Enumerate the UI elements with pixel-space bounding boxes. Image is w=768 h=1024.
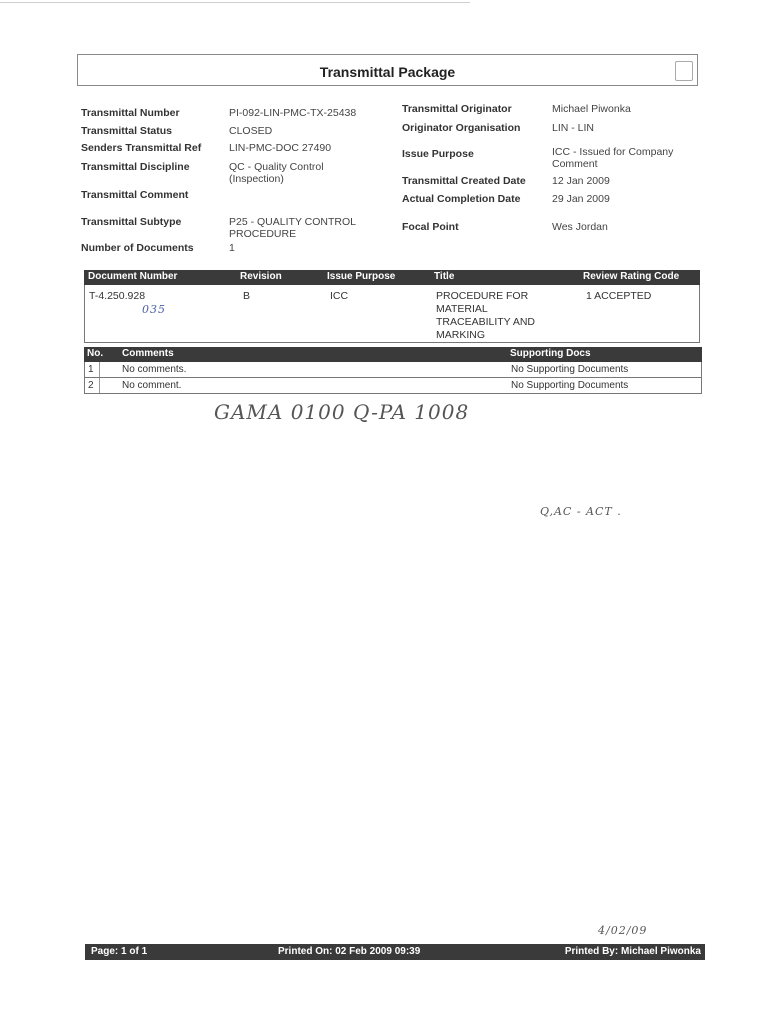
- column-divider: [99, 362, 100, 377]
- field-label: Senders Transmittal Ref: [81, 142, 202, 154]
- table-row: [84, 378, 702, 394]
- handwritten-note: 035: [142, 303, 166, 316]
- footer-bar: [85, 944, 705, 960]
- field-label: Number of Documents: [81, 242, 194, 254]
- documents-table-header: [84, 270, 700, 285]
- title-box: [77, 54, 698, 86]
- field-value: LIN-PMC-DOC 27490: [229, 142, 332, 154]
- cell-comment: No comments.: [122, 364, 187, 375]
- field-label: Transmittal Number: [81, 107, 180, 119]
- col-supporting-docs: Supporting Docs: [510, 348, 591, 359]
- handwritten-date-note: 4/02/09: [598, 924, 648, 937]
- cell-supporting-docs: No Supporting Documents: [511, 380, 629, 391]
- field-label: Transmittal Subtype: [81, 216, 182, 228]
- col-issue-purpose: Issue Purpose: [327, 271, 396, 282]
- page-title: Transmittal Package: [319, 64, 456, 80]
- col-title: Title: [434, 271, 455, 282]
- table-row: [84, 285, 700, 343]
- col-comments: Comments: [122, 348, 174, 359]
- cell-review-rating-code: 1 ACCEPTED: [586, 290, 652, 302]
- field-value: 1: [229, 242, 235, 254]
- cell-revision: B: [243, 290, 251, 302]
- col-no: No.: [87, 348, 104, 359]
- field-value: ICC - Issued for Company Comment: [552, 146, 674, 170]
- cell-issue-purpose: ICC: [330, 290, 349, 302]
- field-value: Wes Jordan: [552, 221, 608, 233]
- cell-comment: No comment.: [122, 380, 182, 391]
- cell-no: 1: [88, 364, 94, 375]
- cell-supporting-docs: No Supporting Documents: [511, 364, 629, 375]
- col-review-rating-code: Review Rating Code: [583, 271, 680, 282]
- field-label: Transmittal Comment: [81, 189, 189, 201]
- table-row: [84, 362, 702, 378]
- col-document-number: Document Number: [88, 271, 178, 282]
- footer-page-number: Page: 1 of 1: [91, 946, 148, 957]
- field-value: LIN - LIN: [552, 122, 595, 134]
- field-label: Transmittal Created Date: [402, 175, 526, 187]
- cell-document-number: T-4.250.928: [89, 290, 146, 302]
- col-revision: Revision: [240, 271, 282, 282]
- field-value: P25 - QUALITY CONTROL PROCEDURE: [229, 216, 356, 240]
- field-value: QC - Quality Control (Inspection): [229, 161, 324, 185]
- field-label: Transmittal Discipline: [81, 161, 190, 173]
- field-label: Transmittal Status: [81, 125, 173, 137]
- cell-title: PROCEDURE FOR MATERIAL TRACEABILITY AND MARKING: [436, 290, 536, 341]
- handwritten-reference: GAMA 0100 Q-PA 1008: [214, 400, 470, 424]
- comments-table-header: [84, 347, 702, 362]
- field-value: Michael Piwonka: [552, 103, 631, 115]
- column-divider: [99, 378, 100, 393]
- stamp-icon: [675, 61, 693, 81]
- footer-printed-on: Printed On: 02 Feb 2009 09:39: [278, 946, 421, 957]
- field-label: Issue Purpose: [402, 148, 474, 160]
- field-value: PI-092-LIN-PMC-TX-25438: [229, 107, 357, 119]
- field-label: Originator Organisation: [402, 122, 521, 134]
- field-value: 29 Jan 2009: [552, 193, 610, 205]
- field-value: CLOSED: [229, 125, 273, 137]
- footer-printed-by: Printed By: Michael Piwonka: [564, 946, 701, 957]
- handwritten-margin-note: Q,AC - ACT .: [540, 505, 622, 518]
- field-label: Focal Point: [402, 221, 459, 233]
- field-label: Actual Completion Date: [402, 193, 521, 205]
- field-value: 12 Jan 2009: [552, 175, 610, 187]
- field-label: Transmittal Originator: [402, 103, 512, 115]
- scan-artifact-line: [0, 2, 470, 3]
- cell-no: 2: [88, 380, 94, 391]
